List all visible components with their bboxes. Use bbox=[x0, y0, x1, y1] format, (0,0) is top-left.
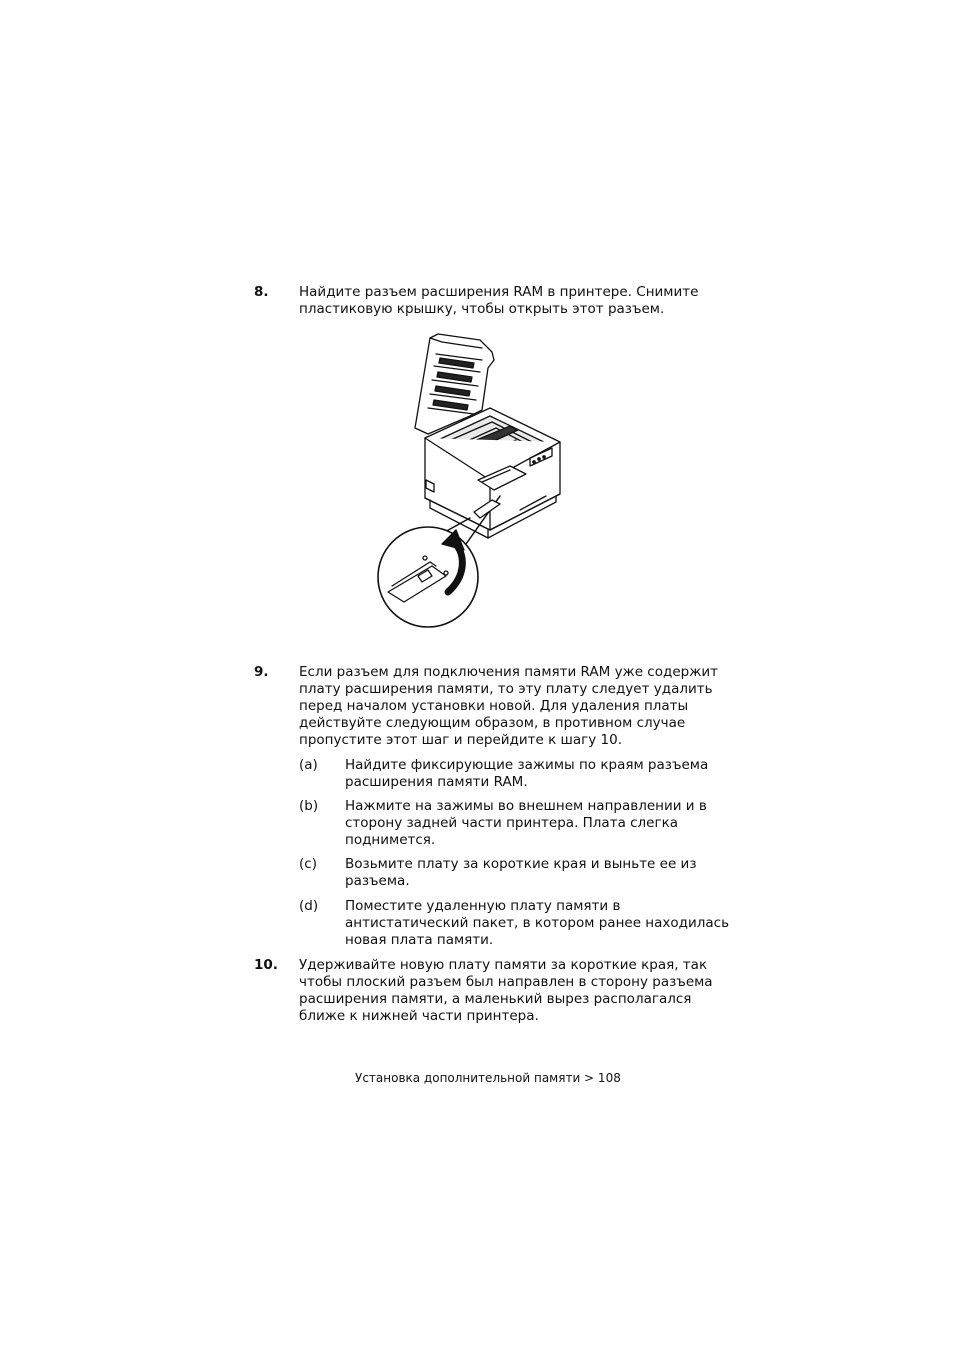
substep-a-text: Найдите фиксирующие зажимы по краям разъема расширения памяти RAM. bbox=[345, 757, 709, 790]
substep-b-text: Нажмите на зажимы во внешнем направлении и в сторону задней части принтера. Плата слегка поднимется. bbox=[345, 798, 707, 848]
substep-c-label: (c) bbox=[299, 856, 317, 872]
page-footer: Установка дополнительной памяти > 108 bbox=[355, 1071, 621, 1085]
step-8-text: Найдите разъем расширения RAM в принтере. Снимите пластиковую крышку, чтобы открыть этот разъем. bbox=[299, 284, 699, 317]
step-8-number: 8. bbox=[254, 284, 269, 300]
step-10-number: 10. bbox=[254, 957, 278, 973]
step-10-text: Удерживайте новую плату памяти за короткие края, так чтобы плоский разъем был направлен в сторону разъема расширения памяти, а маленький вырез располагался ближе к нижней части принтера. bbox=[299, 957, 713, 1024]
step-9-text: Если разъем для подключения памяти RAM уже содержит плату расширения памяти, то эту плату следует удалить перед началом установки новой. Для удаления платы действуйте следующим образом, в противном случае пропустите этот шаг и перейдите к шагу 10. bbox=[299, 664, 719, 748]
substep-b-label: (b) bbox=[299, 798, 319, 814]
step-9-number: 9. bbox=[254, 664, 269, 680]
substep-d-text: Поместите удаленную плату памяти в антистатический пакет, в котором ранее находилась новая плата памяти. bbox=[345, 898, 730, 948]
substep-a-label: (a) bbox=[299, 757, 318, 773]
printer-illustration bbox=[370, 330, 580, 630]
substep-c-text: Возьмите плату за короткие края и выньте ее из разъема. bbox=[345, 856, 697, 889]
substep-d-label: (d) bbox=[299, 898, 319, 914]
printer-open-ram-cover-icon bbox=[370, 330, 580, 630]
